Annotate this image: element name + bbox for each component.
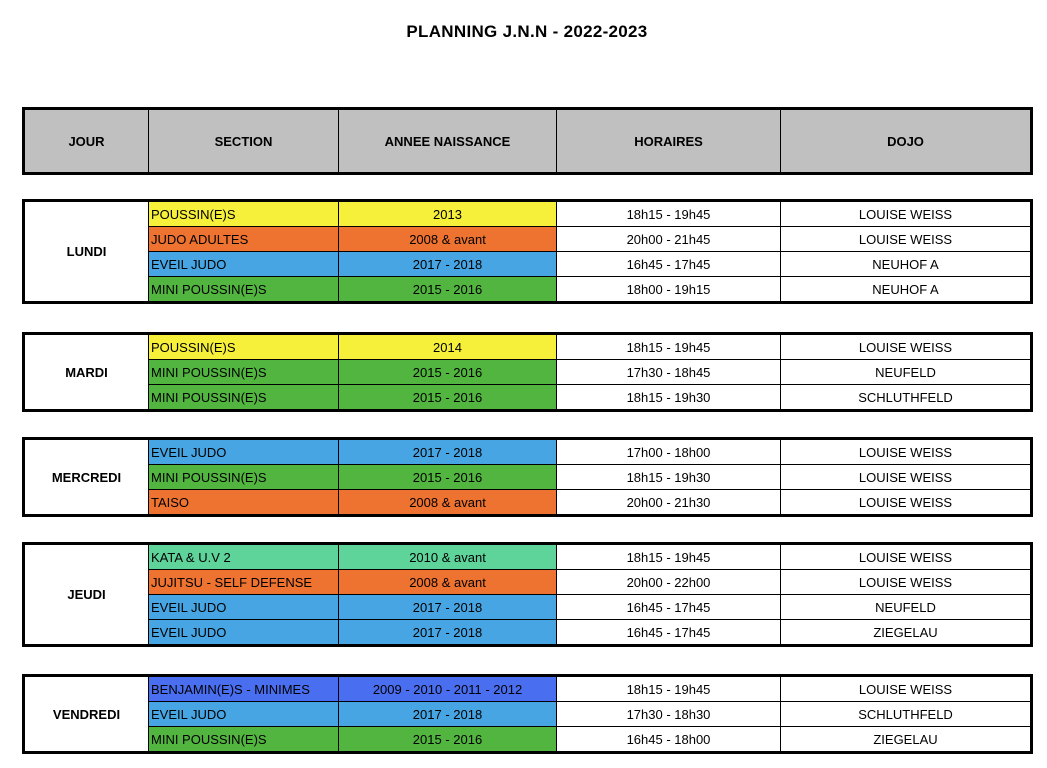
annee-cell: 2015 - 2016: [339, 727, 557, 753]
dojo-cell: LOUISE WEISS: [781, 490, 1032, 516]
horaires-cell: 18h15 - 19h45: [557, 201, 781, 227]
table-row: [24, 360, 1032, 385]
page-title: PLANNING J.N.N - 2022-2023: [406, 22, 648, 41]
annee-cell: 2008 & avant: [339, 570, 557, 595]
horaires-cell: 18h15 - 19h45: [557, 676, 781, 702]
section-cell: EVEIL JUDO: [149, 252, 339, 277]
horaires-cell: 16h45 - 18h00: [557, 727, 781, 753]
dojo-cell: LOUISE WEISS: [781, 227, 1032, 252]
horaires-cell: 16h45 - 17h45: [557, 620, 781, 646]
annee-cell: 2017 - 2018: [339, 439, 557, 465]
day-table-lundi: [22, 199, 1033, 304]
table-row: [24, 227, 1032, 252]
day-table-mardi: [22, 332, 1033, 412]
horaires-cell: 16h45 - 17h45: [557, 595, 781, 620]
section-cell: BENJAMIN(E)S - MINIMES: [149, 676, 339, 702]
section-cell: EVEIL JUDO: [149, 595, 339, 620]
dojo-cell: LOUISE WEISS: [781, 676, 1032, 702]
section-cell: EVEIL JUDO: [149, 620, 339, 646]
annee-cell: 2015 - 2016: [339, 277, 557, 303]
annee-cell: 2015 - 2016: [339, 465, 557, 490]
horaires-cell: 16h45 - 17h45: [557, 252, 781, 277]
header-jour: JOUR: [24, 109, 149, 174]
day-table-jeudi: [22, 542, 1033, 647]
annee-cell: 2015 - 2016: [339, 385, 557, 411]
header-horaires: HORAIRES: [557, 109, 781, 174]
section-cell: POUSSIN(E)S: [149, 334, 339, 360]
dojo-cell: ZIEGELAU: [781, 727, 1032, 753]
table-row: [24, 201, 1032, 227]
header-table: [22, 107, 1033, 175]
header-section: SECTION: [149, 109, 339, 174]
horaires-cell: 17h00 - 18h00: [557, 439, 781, 465]
day-label: VENDREDI: [24, 676, 149, 753]
dojo-cell: ZIEGELAU: [781, 620, 1032, 646]
annee-cell: 2008 & avant: [339, 227, 557, 252]
dojo-cell: NEUHOF A: [781, 277, 1032, 303]
day-table-mercredi: [22, 437, 1033, 517]
table-row: [24, 727, 1032, 753]
annee-cell: 2013: [339, 201, 557, 227]
section-cell: EVEIL JUDO: [149, 702, 339, 727]
table-row: [24, 277, 1032, 303]
table-row: [24, 702, 1032, 727]
dojo-cell: LOUISE WEISS: [781, 544, 1032, 570]
header-row: [24, 109, 1032, 174]
horaires-cell: 18h15 - 19h45: [557, 334, 781, 360]
horaires-cell: 17h30 - 18h30: [557, 702, 781, 727]
horaires-cell: 18h15 - 19h30: [557, 385, 781, 411]
annee-cell: 2015 - 2016: [339, 360, 557, 385]
dojo-cell: NEUHOF A: [781, 252, 1032, 277]
table-row: [24, 334, 1032, 360]
table-row: [24, 544, 1032, 570]
section-cell: MINI POUSSIN(E)S: [149, 465, 339, 490]
table-row: [24, 385, 1032, 411]
dojo-cell: LOUISE WEISS: [781, 439, 1032, 465]
section-cell: POUSSIN(E)S: [149, 201, 339, 227]
horaires-cell: 20h00 - 21h45: [557, 227, 781, 252]
header-annee-naissance: ANNEE NAISSANCE: [339, 109, 557, 174]
section-cell: TAISO: [149, 490, 339, 516]
section-cell: MINI POUSSIN(E)S: [149, 360, 339, 385]
day-label: MERCREDI: [24, 439, 149, 516]
day-label: JEUDI: [24, 544, 149, 646]
horaires-cell: 18h15 - 19h30: [557, 465, 781, 490]
table-row: [24, 570, 1032, 595]
dojo-cell: LOUISE WEISS: [781, 465, 1032, 490]
day-label: MARDI: [24, 334, 149, 411]
annee-cell: 2017 - 2018: [339, 702, 557, 727]
horaires-cell: 17h30 - 18h45: [557, 360, 781, 385]
annee-cell: 2017 - 2018: [339, 595, 557, 620]
horaires-cell: 20h00 - 22h00: [557, 570, 781, 595]
dojo-cell: LOUISE WEISS: [781, 201, 1032, 227]
annee-cell: 2008 & avant: [339, 490, 557, 516]
horaires-cell: 18h15 - 19h45: [557, 544, 781, 570]
horaires-cell: 20h00 - 21h30: [557, 490, 781, 516]
section-cell: MINI POUSSIN(E)S: [149, 277, 339, 303]
header-dojo: DOJO: [781, 109, 1032, 174]
table-row: [24, 490, 1032, 516]
dojo-cell: LOUISE WEISS: [781, 570, 1032, 595]
annee-cell: 2014: [339, 334, 557, 360]
table-row: [24, 620, 1032, 646]
table-row: [24, 252, 1032, 277]
horaires-cell: 18h00 - 19h15: [557, 277, 781, 303]
section-cell: MINI POUSSIN(E)S: [149, 727, 339, 753]
section-cell: MINI POUSSIN(E)S: [149, 385, 339, 411]
section-cell: JUJITSU - SELF DEFENSE: [149, 570, 339, 595]
table-row: [24, 595, 1032, 620]
annee-cell: 2009 - 2010 - 2011 - 2012: [339, 676, 557, 702]
section-cell: KATA & U.V 2: [149, 544, 339, 570]
section-cell: JUDO ADULTES: [149, 227, 339, 252]
section-cell: EVEIL JUDO: [149, 439, 339, 465]
dojo-cell: LOUISE WEISS: [781, 334, 1032, 360]
dojo-cell: SCHLUTHFELD: [781, 702, 1032, 727]
dojo-cell: NEUFELD: [781, 595, 1032, 620]
dojo-cell: NEUFELD: [781, 360, 1032, 385]
table-row: [24, 465, 1032, 490]
annee-cell: 2017 - 2018: [339, 252, 557, 277]
annee-cell: 2017 - 2018: [339, 620, 557, 646]
dojo-cell: SCHLUTHFELD: [781, 385, 1032, 411]
annee-cell: 2010 & avant: [339, 544, 557, 570]
day-label: LUNDI: [24, 201, 149, 303]
day-table-vendredi: [22, 674, 1033, 754]
table-row: [24, 439, 1032, 465]
table-row: [24, 676, 1032, 702]
